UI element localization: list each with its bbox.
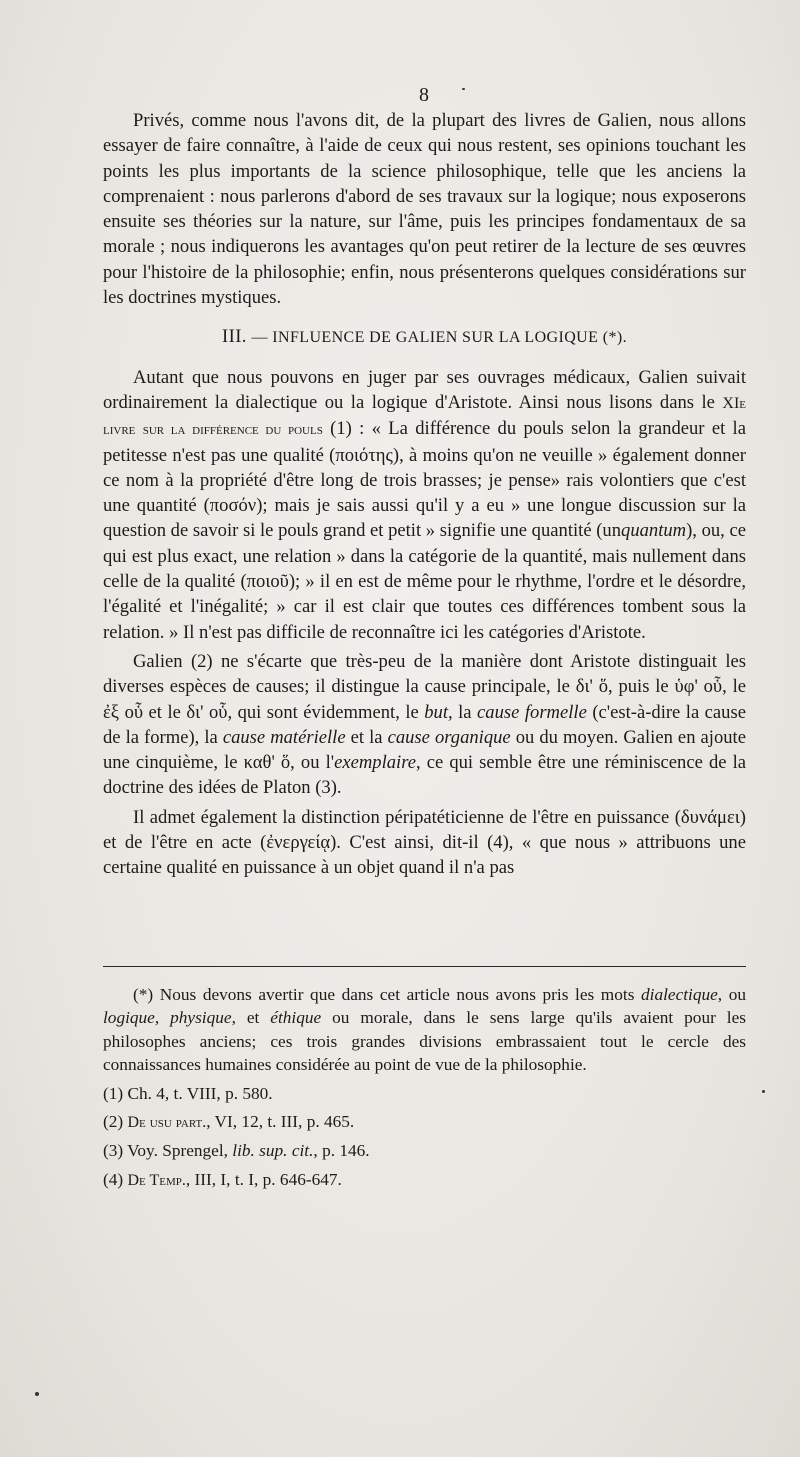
footnote-1: (1) Ch. 4, t. VIII, p. 580. bbox=[103, 1083, 273, 1103]
fn-star-ethique: éthique bbox=[270, 1008, 322, 1028]
fn3-c: , p. 146. bbox=[313, 1141, 370, 1161]
page-number: 8 bbox=[419, 84, 429, 106]
main-text bbox=[103, 108, 746, 881]
paragraph-intro: Privés, comme nous l'avons dit, de la plupart des livres de Galien, nous allons essayer de faire connaître, à l'aide de ceux qui nous restent, ses opinions touchant les points les plus importants de la science philosophique, telle que les anciens la comprenaient : nous parlerons d'abord de ses travaux sur la logique; nous exposerons ensuite ses théories sur la nature, sur l'âme, puis les principes fondamentaux de sa morale ; nous indiquerons les avantages qu'on peut retirer de la lecture de ses œuvres pour l'histoire de la philosophie; enfin, nous présenterons quelques considérations sur les doctrines mystiques. bbox=[103, 110, 746, 309]
p2-book: XIe livre bbox=[103, 394, 747, 439]
section-title: — INFLUENCE DE GALIEN SUR LA LOGIQUE (*). bbox=[251, 329, 627, 347]
p3-b: la bbox=[458, 701, 472, 723]
p3-cause-materielle: cause matérielle bbox=[222, 726, 346, 748]
section-number: III. bbox=[222, 326, 247, 348]
p3-c: (c'est-à-dire la cause de la forme), la bbox=[103, 701, 746, 748]
fn2-title: De usu part. bbox=[127, 1114, 207, 1132]
fn-star-a: (*) Nous devons avertir que dans cet article nous avons pris les mots bbox=[133, 985, 635, 1004]
paper-speck bbox=[35, 1392, 39, 1396]
paragraph-puissance: Il admet également la distinction péripatéticienne de l'être en puissance (δυνάμει) et de l'être en acte (ἐνεργείᾳ). C'est ainsi, dit-il (4), « que nous » attribuons une certaine qualité en puissance à un objet quand il n'a pas bbox=[103, 806, 746, 879]
p3-e: ou du moyen. Galien en ajoute une cinquième, le καθ' ὅ, ou l' bbox=[103, 726, 746, 774]
paragraph-causes bbox=[103, 649, 746, 801]
fn4-ref: , III, I, t. I, p. 646-647. bbox=[185, 1169, 342, 1189]
p2-work-title: sur la différence du pouls bbox=[142, 421, 323, 439]
paragraph-aristotle-logic bbox=[103, 365, 746, 645]
footnote-3 bbox=[103, 1139, 746, 1162]
p3-d: et la bbox=[350, 726, 383, 748]
paper-speck bbox=[462, 88, 465, 90]
fn4-num: (4) bbox=[103, 1169, 124, 1189]
p3-cause-organique: cause organique bbox=[387, 726, 511, 748]
fn-star-d: ou morale, dans le sens large qu'ils avaient pour les philosophes anciens; ces trois grandes divisions embrassaient tout le cercle des connaissances humaines considérée au point de vue de la philosophie. bbox=[103, 1008, 747, 1075]
fn-star-c: , et bbox=[231, 1008, 260, 1028]
fn4-title: De Temp. bbox=[127, 1171, 186, 1189]
footnote-4 bbox=[103, 1168, 746, 1192]
p3-a: Galien (2) ne s'écarte que très-peu de la manière dont Aristote distinguait les diverses espèces de causes; il distingue la cause principale, le δι' ὅ, puis le ὑφ' οὗ, le ἐξ οὗ et le δι' οὗ, qui sont évidemment, le bbox=[103, 650, 746, 723]
p2-rest: ), ou, ce qui est plus exact, une relation » dans la catégorie de la quantité, mais nullement dans celle de la qualité (ποιοῦ); » il en est de même pour le rhythme, l'ordre et le désordre, l'égalité et l'inégalité; » car il est clair que toutes ces différences tombent sous la relation. » Il n'est pas difficile de reconnaître ici les catégories d'Aristote. bbox=[103, 520, 746, 643]
p3-exemplaire: exemplaire bbox=[334, 752, 417, 774]
paper-speck bbox=[762, 1090, 765, 1093]
p3-cause-formelle: cause formelle bbox=[477, 701, 587, 723]
fn2-ref: , VI, 12, t. III, p. 465. bbox=[206, 1112, 355, 1132]
p2-quote: (1) : « La différence du pouls selon la grandeur et la petitesse n'est pas une qualité (ποιότης), à moins qu'on ne veuille » également donner ce nom à la propriété d'être long de trois brasses; je pense» rais volontiers que c'est une quantité (ποσόν); mais je sais aussi qu'il y a eu » une longue discussion sur la question de savoir si le pouls grand et petit » signifie une quantité (un bbox=[103, 418, 746, 542]
fn-star-b: , ou bbox=[717, 985, 746, 1004]
section-heading bbox=[103, 324, 746, 350]
p2-quantum: quantum bbox=[621, 520, 687, 542]
p3-f: , ce qui semble être une réminiscence de la doctrine des idées de Platon (3). bbox=[103, 752, 746, 799]
fn3-a: (3) Voy. Sprengel, bbox=[103, 1141, 228, 1161]
fn3-b: lib. sup. cit. bbox=[232, 1141, 314, 1161]
fn-star-logique: logique, physique bbox=[103, 1008, 232, 1028]
p2-intro: Autant que nous pouvons en juger par ses ouvrages médicaux, Galien suivait ordinairement la dialectique ou la logique d'Aristote. Ainsi nous lisons dans le bbox=[103, 366, 746, 413]
p3-but: but, bbox=[424, 701, 453, 723]
fn2-num: (2) bbox=[103, 1112, 124, 1132]
footnote-rule bbox=[103, 966, 746, 967]
footnote-2 bbox=[103, 1110, 746, 1134]
fn-star-dialectique: dialectique bbox=[641, 985, 718, 1004]
footnote-star bbox=[103, 983, 746, 1077]
footnotes bbox=[103, 983, 746, 1192]
